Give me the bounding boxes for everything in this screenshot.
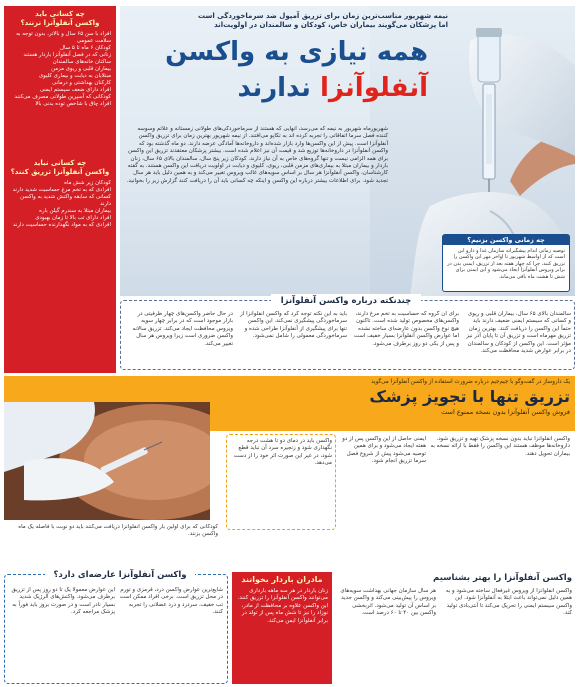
side-effects-col-1: شایع‌ترین عوارض واکسن درد، قرمزی و تورم در محل تزریق است. برخی افراد ممکن است تب خفیف، سردرد و درد عضلانی را تجربه کنند. bbox=[119, 587, 223, 616]
notes-col-2: برای آن گروه که حساسیت به تخم مرغ دارند، واکسن‌های مخصوص تولید شده است. تاکنون هیچ نوع واکسن بدون عارضه‌ای ساخته نشده اما عوارض واکسن آنفلوآنزا بسیار خفیف است و پس از یکی دو روز برطرف می‌شود. bbox=[353, 311, 459, 347]
photo-caption-box bbox=[442, 234, 570, 292]
injection-arm-photo bbox=[4, 402, 210, 520]
notes-col-1: سالمندان بالای ۶۵ سال، بیماران قلبی و ریوی و کسانی که سیستم ایمنی ضعیف دارند باید حتماً این واکسن را دریافت کنند. بهترین زمان تزریق مهرماه است و تزریق آن تا پایان آذر نیز مؤثر است. این واکسن از کودکان و سالمندان در برابر عوارض شدید محافظت می‌کند. bbox=[466, 311, 571, 355]
hero-title-line2 bbox=[128, 72, 428, 104]
pregnant-box bbox=[232, 572, 332, 684]
hero-title-line1: همه نیازی به واکسن bbox=[165, 37, 428, 67]
notes-col-3: باید به این نکته توجه کرد که واکسن آنفلوآنزا از سرماخوردگی پیشگیری نمی‌کند. این واکسن تنها برای پیشگیری از آنفلوآنزا طراحی شده و سرماخوردگی معمولی را شامل نمی‌شود. bbox=[240, 311, 347, 340]
know-vaccine-title: واکسن آنفلوآنزا را بهتر بشناسیم bbox=[433, 573, 572, 583]
sidebar-red-box bbox=[4, 6, 116, 373]
hero-title-rest: ندارند bbox=[237, 73, 320, 103]
sidebar-q2-title: چه کسانی نباید واکسن آنفلوآنزا تزریق کنند؟ bbox=[10, 159, 110, 176]
side-effects-box bbox=[4, 570, 228, 684]
prescription-box bbox=[226, 434, 336, 530]
prescription-col-4: کودکانی که برای اولین بار واکسن آنفلوآنزا دریافت می‌کنند باید دو نوبت با فاصله یک ماه واکسن بزنند. bbox=[18, 524, 218, 538]
prescription-col-1: واکسن آنفلوآنزا نباید بدون نسخه پزشک تهیه و تزریق شود. داروخانه‌ها موظف هستند این واکسن را فقط با ارائه نسخه به بیماران تحویل دهند. bbox=[430, 436, 570, 457]
hero-intro: نیمه شهریور مناسب‌ترین زمان برای تزریق آمپول ضد سرماخوردگی است اما پزشکان می‌گویند بیماران خاص، کودکان و سالمندان در اولویت‌اند bbox=[198, 12, 448, 29]
prescription-col-2: ایمنی حاصل از این واکسن پس از دو هفته ایجاد می‌شود و برای همین توصیه می‌شود پیش از شروع فصل سرما تزریق انجام شود. bbox=[342, 436, 426, 465]
notes-section bbox=[120, 296, 575, 370]
sidebar-a1-list: افراد با سن ۶۵ سال و بالاتر، بدون توجه به سلامت عمومی کودکان ۶ ماه تا ۵ سال زنانی که در فصل آنفلوآنزا باردار هستند ساکنان خانه‌های سالمندان بیماران قلبی و ریوی مزمن مبتلایان به دیابت و بیماری کلیوی کارکنان بهداشتی و درمانی افراد دارای ضعف سیستم ایمنی کودکانی که آسپرین طولانی مصرف می‌کنند افراد چاق با شاخص توده بدنی بالا bbox=[14, 31, 111, 107]
sidebar-a2-list: کودکان زیر شش ماه افرادی که به تخم مرغ حساسیت شدید دارند کسانی که سابقه واکنش شدید به واکسن دارند بیماران مبتلا به سندرم گیلن باره افراد دارای تب بالا تا زمان بهبودی افرادی که به مواد نگهدارنده حساسیت دارند bbox=[12, 180, 111, 228]
photo-caption-body: توصیه زمانی اندام پیشگیرانه سازمان غذا و دارو این است که از اواسط شهریور تا اواخر مهر این واکسن را تزریق کنند، چرا که چهار هفته بعد از تزریق، ایمنی بدن در برابر ویروس آنفلوآنزا ایجاد می‌شود و این ایمنی برای شش تا هشت ماه باقی می‌ماند. bbox=[447, 248, 565, 280]
sidebar-q1-title: چه کسانی باید واکسن آنفلوآنزا نزنند؟ bbox=[20, 10, 100, 27]
hero-title-accent: آنفلوآنزا bbox=[319, 73, 428, 103]
pregnant-body: زنان باردار در هر سه ماهه بارداری می‌توانند واکسن آنفلوآنزا را تزریق کنند. این واکسن علاوه بر محافظت از مادر، نوزاد را نیز تا شش ماه پس از تولد در برابر آنفلوآنزا ایمن می‌کند. bbox=[237, 588, 328, 624]
side-effects-col-2: این عوارض معمولاً یک تا دو روز پس از تزریق برطرف می‌شود. واکنش‌های آلرژیک شدید بسیار نادر است و در صورت بروز باید فوراً به پزشک مراجعه کرد. bbox=[11, 587, 115, 616]
photo-caption-title: چه زمانی واکسن بزنیم؟ bbox=[443, 235, 569, 245]
side-effects-title: واکسن آنفلوآنزا عارضه‌ای دارد؟ bbox=[45, 568, 195, 582]
hero-body: شهریورماه شهریور به نیمه که می‌رسد، آنهایی که هستند از سرماخوردگی‌های طولانی زمستانه و علائم وسوسه کننده فصل سرما اتفاقاتی را تجربه کرده اند به تکاپو می‌افتند. از نیمه شهریور بهترین زمان برای تزریق واکسن آنفلوآنزا است. پیش از این واکسن‌ها وارد بازار شده‌اند و داروخانه‌ها آمادگی عرضه دارند. دو ماه گذشته بود که واکسن آنفلوآنزا در داروخانه‌ها توزیع شد و قیمت آن نیز اعلام شده است. بیشتر پزشکان معتقدند تزریق این واکسن برای همه الزامی نیست و تنها گروه‌های خاص به آن نیاز دارند. کودکان زیر پنج سال، سالمندان بالای ۶۵ سال، زنان باردار و بیماران مبتلا به بیماری‌های مزمن قلبی، ریوی، کلیوی و دیابت در اولویت دریافت این واکسن هستند. به گفته کارشناسان، واکسن آنفلوآنزا هر سال بر اساس سویه‌های غالب ویروس تغییر می‌کند و به همین دلیل باید هر سال تجدید شود. برای اطلاعات بیشتر درباره این واکسن و اینکه چه کسانی باید آن را دریافت کنند گزارش زیر را بخوانید. bbox=[126, 126, 388, 184]
know-vaccine-col-2: هر سال سازمان جهانی بهداشت سویه‌های ویروس را پیش‌بینی می‌کند و واکسن جدید بر اساس آن تولید می‌شود. اثربخشی واکسن بین ۴۰ تا ۶۰ درصد است. bbox=[340, 588, 436, 617]
notes-title: چندنکته درباره واکسن آنفلوآنزا bbox=[271, 294, 421, 308]
prescription-subtitle: فروش واکسن آنفلوآنزا بدون نسخه ممنوع است bbox=[441, 408, 570, 416]
prescription-intro: یک داروساز در گفت‌وگو با جیم‌جیم درباره ضرورت استفاده از واکسن آنفلوآنزا می‌گوید bbox=[371, 379, 570, 385]
prescription-col-3: واکسن باید در دمای دو تا هشت درجه نگهداری شود و زنجیره سرد آن نباید قطع شود، در غیر این صورت اثر خود را از دست می‌دهد. bbox=[233, 438, 332, 467]
notes-col-4: در حال حاضر واکسن‌های چهار ظرفیتی در بازار موجود است که در برابر چهار سویه ویروس محافظت ایجاد می‌کند. تزریق سالانه واکسن ضروری است زیرا ویروس هر سال تغییر می‌کند. bbox=[132, 311, 233, 347]
hero-section bbox=[120, 6, 575, 296]
prescription-title: تزریق تنها با تجویز پزشک bbox=[369, 387, 570, 406]
pregnant-title: مادران باردار بخوانند bbox=[241, 575, 323, 584]
know-vaccine-col-1: واکسن آنفلوآنزا از ویروس غیرفعال ساخته می‌شود و به همین دلیل نمی‌تواند باعث ابتلا به آنفلوآنزا شود. این واکسن سیستم ایمنی را تحریک می‌کند تا آنتی‌بادی تولید کند. bbox=[445, 588, 572, 617]
